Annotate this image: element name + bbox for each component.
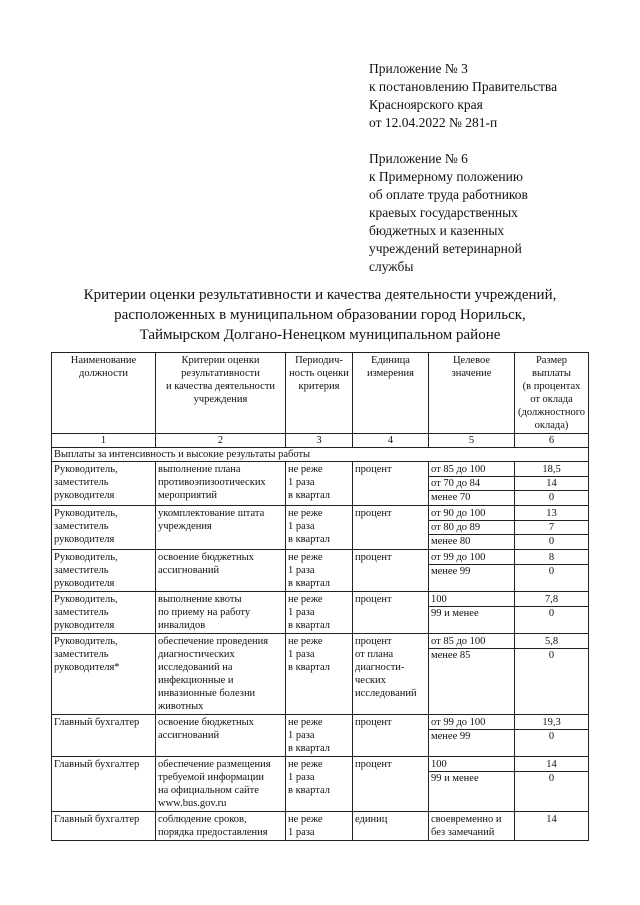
cell-target bbox=[429, 812, 515, 841]
cell-target bbox=[429, 462, 515, 506]
column-number: 3 bbox=[286, 434, 353, 448]
cell-target bbox=[429, 506, 515, 550]
cell-size-value: 8 bbox=[515, 551, 588, 565]
cell-criterion: укомплектование штата учреждения bbox=[156, 506, 286, 550]
cell-position: Главный бухгалтер bbox=[52, 757, 156, 812]
cell-target-value: 99 и менее bbox=[431, 608, 479, 619]
cell-size-value: 0 bbox=[548, 492, 555, 503]
cell-target bbox=[429, 550, 515, 592]
header-unit: Единица измерения bbox=[353, 353, 429, 434]
cell-target-value: от 99 до 100 bbox=[429, 551, 514, 565]
appendix-block bbox=[369, 60, 629, 294]
cell-size-value: 14 bbox=[546, 814, 557, 825]
table-row bbox=[52, 592, 589, 634]
cell-size-value: 18,5 bbox=[515, 463, 588, 477]
criteria-table-body bbox=[52, 448, 589, 841]
table-row bbox=[52, 757, 589, 812]
cell-size-value: 5,8 bbox=[515, 635, 588, 649]
table-row bbox=[52, 715, 589, 757]
cell-unit: процент bbox=[353, 592, 429, 634]
table-row bbox=[52, 506, 589, 550]
column-number: 5 bbox=[429, 434, 515, 448]
cell-unit: процент bbox=[353, 715, 429, 757]
column-number: 1 bbox=[52, 434, 156, 448]
header-criterion: Критерии оценки результативности и качества деятельности учреждения bbox=[156, 353, 286, 434]
cell-period: не реже 1 раза в квартал bbox=[286, 506, 353, 550]
cell-criterion: выполнение плана противоэпизоотических мероприятий bbox=[156, 462, 286, 506]
title-line: расположенных в муниципальном образовании город Норильск, bbox=[114, 307, 526, 323]
appendix-6-note: Приложение № 6 к Примерному положению об оплате труда работников краевых государственных бюджетных и казенных учреждений ветеринарной службы bbox=[369, 151, 528, 274]
cell-unit: единиц bbox=[353, 812, 429, 841]
cell-size-value: 0 bbox=[548, 536, 555, 547]
title-line: Критерии оценки результативности и качества деятельности учреждений, bbox=[83, 287, 557, 303]
appendix-3-note: Приложение № 3 к постановлению Правительства Красноярского края от 12.04.2022 № 281-п bbox=[369, 61, 558, 130]
cell-target-value: от 85 до 100 bbox=[429, 635, 514, 649]
cell-size-value: 19,3 bbox=[515, 716, 588, 730]
cell-target-value: менее 99 bbox=[431, 731, 471, 742]
cell-size-value: 13 bbox=[515, 507, 588, 521]
cell-position: Руководитель, заместитель руководителя bbox=[52, 592, 156, 634]
cell-target-value: от 99 до 100 bbox=[429, 716, 514, 730]
cell-period: не реже 1 раза в квартал bbox=[286, 634, 353, 715]
cell-size bbox=[515, 715, 589, 757]
cell-target-value: менее 85 bbox=[431, 650, 471, 661]
cell-position: Главный бухгалтер bbox=[52, 715, 156, 757]
cell-position: Руководитель, заместитель руководителя* bbox=[52, 634, 156, 715]
criteria-table bbox=[51, 352, 589, 841]
cell-period: не реже 1 раза bbox=[286, 812, 353, 841]
table-row bbox=[52, 550, 589, 592]
cell-size bbox=[515, 462, 589, 506]
cell-size bbox=[515, 592, 589, 634]
cell-position: Руководитель, заместитель руководителя bbox=[52, 550, 156, 592]
column-number: 2 bbox=[156, 434, 286, 448]
cell-period: не реже 1 раза в квартал bbox=[286, 592, 353, 634]
table-header-row bbox=[52, 353, 589, 434]
cell-target-value: 99 и менее bbox=[431, 773, 479, 784]
header-position: Наименование должности bbox=[52, 353, 156, 434]
cell-size-value: 7 bbox=[515, 521, 588, 535]
cell-size-value: 7,8 bbox=[515, 593, 588, 607]
section-row bbox=[52, 448, 589, 462]
cell-target-value: 100 bbox=[429, 758, 514, 772]
cell-unit: процент bbox=[353, 757, 429, 812]
cell-size bbox=[515, 550, 589, 592]
cell-target-value: от 80 до 89 bbox=[429, 521, 514, 535]
cell-criterion: выполнение квоты по приему на работу инвалидов bbox=[156, 592, 286, 634]
cell-criterion: обеспечение проведения диагностических исследований на инфекционные и инвазионные болезни животных bbox=[156, 634, 286, 715]
cell-unit: процент bbox=[353, 550, 429, 592]
cell-size-value: 14 bbox=[515, 477, 588, 491]
cell-criterion: соблюдение сроков, порядка предоставления bbox=[156, 812, 286, 841]
document-title bbox=[40, 285, 600, 345]
cell-size-value: 0 bbox=[548, 566, 555, 577]
cell-size-value: 0 bbox=[548, 731, 555, 742]
column-number: 4 bbox=[353, 434, 429, 448]
cell-target bbox=[429, 592, 515, 634]
cell-position: Главный бухгалтер bbox=[52, 812, 156, 841]
table-row bbox=[52, 634, 589, 715]
header-period: Периодич- ность оценки критерия bbox=[286, 353, 353, 434]
cell-size bbox=[515, 757, 589, 812]
cell-target bbox=[429, 634, 515, 715]
cell-size-value: 14 bbox=[515, 758, 588, 772]
cell-target-value: менее 99 bbox=[431, 566, 471, 577]
title-line: Таймырском Долгано-Ненецком муниципальном районе bbox=[139, 327, 501, 343]
cell-period: не реже 1 раза в квартал bbox=[286, 550, 353, 592]
cell-period: не реже 1 раза в квартал bbox=[286, 462, 353, 506]
section-heading: Выплаты за интенсивность и высокие результаты работы bbox=[52, 448, 589, 462]
cell-unit: процент от плана диагности- ческих исследований bbox=[353, 634, 429, 715]
cell-period: не реже 1 раза в квартал bbox=[286, 715, 353, 757]
cell-size-value: 0 bbox=[548, 650, 555, 661]
cell-target-value: 100 bbox=[429, 593, 514, 607]
cell-target-value: от 85 до 100 bbox=[429, 463, 514, 477]
cell-target bbox=[429, 715, 515, 757]
cell-size-value: 0 bbox=[548, 608, 555, 619]
cell-criterion: освоение бюджетных ассигнований bbox=[156, 715, 286, 757]
header-size: Размер выплаты (в процентах от оклада (должностного оклада) bbox=[515, 353, 589, 434]
column-numbers-row bbox=[52, 434, 589, 448]
cell-size-value: 0 bbox=[548, 773, 555, 784]
cell-target-value: от 90 до 100 bbox=[429, 507, 514, 521]
cell-position: Руководитель, заместитель руководителя bbox=[52, 506, 156, 550]
header-target: Целевое значение bbox=[429, 353, 515, 434]
cell-size bbox=[515, 506, 589, 550]
cell-unit: процент bbox=[353, 506, 429, 550]
cell-period: не реже 1 раза в квартал bbox=[286, 757, 353, 812]
cell-target-value: своевременно и без замечаний bbox=[431, 814, 502, 838]
table-row bbox=[52, 462, 589, 506]
cell-criterion: освоение бюджетных ассигнований bbox=[156, 550, 286, 592]
cell-unit: процент bbox=[353, 462, 429, 506]
cell-target-value: менее 70 bbox=[431, 492, 471, 503]
cell-size bbox=[515, 812, 589, 841]
cell-position: Руководитель, заместитель руководителя bbox=[52, 462, 156, 506]
cell-criterion: обеспечение размещения требуемой информации на официальном сайте www.bus.gov.ru bbox=[156, 757, 286, 812]
cell-target bbox=[429, 757, 515, 812]
column-number: 6 bbox=[515, 434, 589, 448]
cell-size bbox=[515, 634, 589, 715]
cell-target-value: менее 80 bbox=[431, 536, 471, 547]
table-row bbox=[52, 812, 589, 841]
cell-target-value: от 70 до 84 bbox=[429, 477, 514, 491]
